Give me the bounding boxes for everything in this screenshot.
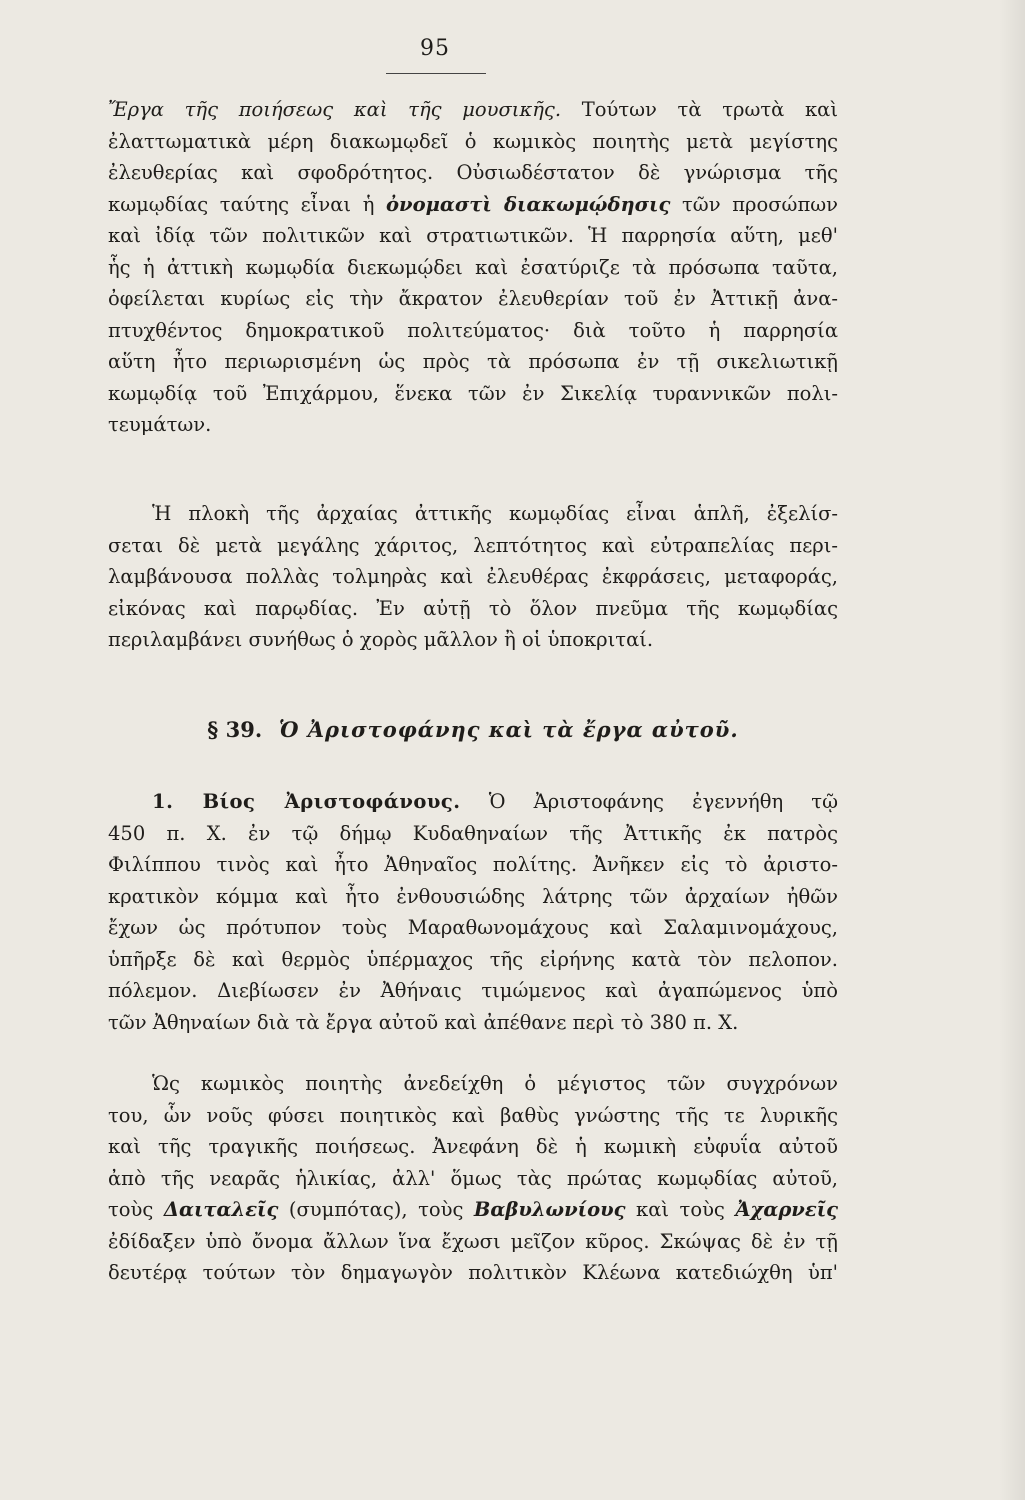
section-title: Ὁ Ἀριστοφάνης καὶ τὰ ἔργα αὐτοῦ. bbox=[278, 717, 739, 742]
text-line: πόλεμον. Διεβίωσεν ἐν Ἀθήναις τιμώμενος καὶ ἀγαπώμενος ὑπὸ bbox=[108, 979, 838, 1002]
paragraph-plot bbox=[108, 498, 838, 656]
text-line: πτυχθέντος δημοκρατικοῦ πολιτεύματος· διὰ τοῦτο ἡ παρρησία bbox=[108, 318, 838, 342]
play-title: Δαιταλεῖς bbox=[163, 1198, 279, 1221]
text-line: καὶ ἰδίᾳ τῶν πολιτικῶν καὶ στρατιωτικῶν. Ἡ παρρησία αὕτη, μεθ' bbox=[108, 224, 838, 247]
text-line: καὶ τῆς τραγικῆς ποιήσεως. Ἀνεφάνη δὲ ἡ κωμικὴ εὐφυΐα αὐτοῦ bbox=[108, 1135, 838, 1158]
text-line: 1. Βίος Ἀριστοφάνους. Ὁ Ἀριστοφάνης ἐγεννήθη τῷ bbox=[152, 790, 838, 813]
text-line: ἐλαττωματικὰ μέρη διακωμῳδεῖ ὁ κωμικὸς ποιητὴς μετὰ μεγίστης bbox=[108, 129, 838, 153]
text-line: λαμβάνουσα πολλὰς τολμηρὰς καὶ ἐλευθέρας ἐκφράσεις, μεταφοράς, bbox=[108, 565, 838, 588]
text-line: τοὺς Δαιταλεῖς (συμπότας), τοὺς Βαβυλωνίους καὶ τοὺς Ἀχαρνεῖς bbox=[108, 1198, 838, 1221]
text-line: ἐδίδαξεν ὑπὸ ὄνομα ἄλλων ἵνα ἔχωσι μεῖζον κῦρος. Σκώψας δὲ ἐν τῇ bbox=[108, 1229, 838, 1253]
text-line: εἰκόνας καὶ παρῳδίας. Ἐν αὐτῇ τὸ ὅλον πνεῦμα τῆς κωμῳδίας bbox=[108, 596, 838, 620]
text-line: κωμῳδίας ταύτης εἶναι ἡ ὀνομαστὶ διακωμῴδησις τῶν προσώπων bbox=[108, 192, 838, 216]
text-line: ἔχων ὡς πρότυπον τοὺς Μαραθωνομάχους καὶ Σαλαμινομάχους, bbox=[108, 916, 838, 939]
text-line: Ἔργα τῆς ποιήσεως καὶ τῆς μουσικῆς. Τούτων τὰ τρωτὰ καὶ bbox=[108, 98, 838, 121]
text-line: ἀπὸ τῆς νεαρᾶς ἡλικίας, ἀλλ' ὅμως τὰς πρώτας κωμῳδίας αὐτοῦ, bbox=[108, 1166, 838, 1190]
text-line: τῶν Ἀθηναίων διὰ τὰ ἔργα αὐτοῦ καὶ ἀπέθανε περὶ τὸ 380 π. Χ. bbox=[108, 1010, 739, 1034]
header-rule bbox=[386, 73, 486, 74]
text-line: ὑπῆρξε δὲ καὶ θερμὸς ὑπέρμαχος τῆς εἰρήνης κατὰ τὸν πελοπον. bbox=[108, 947, 838, 971]
text-line: Ὡς κωμικὸς ποιητὴς ἀνεδείχθη ὁ μέγιστος τῶν συγχρόνων bbox=[152, 1072, 838, 1095]
text-line: αὕτη ἦτο περιωρισμένη ὡς πρὸς τὰ πρόσωπα ἐν τῇ σικελιωτικῇ bbox=[108, 350, 838, 373]
paragraph-comic-poet bbox=[108, 1068, 838, 1289]
text-line: κωμῳδίᾳ τοῦ Ἐπιχάρμου, ἕνεκα τῶν ἐν Σικελίᾳ τυραννικῶν πολι- bbox=[108, 381, 838, 405]
text-line: ὀφείλεται κυρίως εἰς τὴν ἄκρατον ἐλευθερίαν τοῦ ἐν Ἀττικῇ ἀνα- bbox=[108, 287, 838, 310]
play-title: Ἀχαρνεῖς bbox=[735, 1198, 838, 1221]
text-line: περιλαμβάνει συνήθως ὁ χορὸς μᾶλλον ἢ οἱ ὑποκριταί. bbox=[108, 628, 654, 651]
section-number: § 39. bbox=[207, 717, 263, 742]
text-line: Ἡ πλοκὴ τῆς ἀρχαίας ἀττικῆς κωμῳδίας εἶναι ἁπλῆ, ἐξελίσ- bbox=[152, 502, 838, 525]
play-title: Βαβυλωνίους bbox=[473, 1198, 626, 1221]
subsection-heading: 1. Βίος Ἀριστοφάνους. bbox=[152, 790, 461, 813]
text-line: 450 π. Χ. ἐν τῷ δήμῳ Κυδαθηναίων τῆς Ἀττικῆς ἐκ πατρὸς bbox=[108, 821, 838, 845]
text-line: τευμάτων. bbox=[108, 413, 212, 436]
paragraph-biography bbox=[108, 786, 838, 1038]
section-heading bbox=[108, 714, 838, 746]
text-line: ἐλευθερίας καὶ σφοδρότητος. Οὐσιωδέστατον δὲ γνώρισμα τῆς bbox=[108, 161, 838, 184]
page-edge-shadow bbox=[999, 0, 1025, 1500]
text-line: κρατικὸν κόμμα καὶ ἦτο ἐνθουσιώδης λάτρης τῶν ἀρχαίων ἠθῶν bbox=[108, 884, 838, 908]
text-line: δευτέρᾳ τούτων τὸν δημαγωγὸν πολιτικὸν Κλέωνα κατεδιώχθη ὑπ' bbox=[108, 1261, 838, 1284]
text-line: ἧς ἡ ἀττικὴ κωμῳδία διεκωμῴδει καὶ ἐσατύριζε τὰ πρόσωπα ταῦτα, bbox=[108, 255, 838, 279]
page-number: 95 bbox=[420, 36, 450, 61]
text-line: του, ὧν νοῦς φύσει ποιητικὸς καὶ βαθὺς γνώστης τῆς τε λυρικῆς bbox=[108, 1103, 838, 1127]
paragraph-comedy-freedom bbox=[108, 94, 838, 441]
text-line: σεται δὲ μετὰ μεγάλης χάριτος, λεπτότητος καὶ εὐτραπελίας περι- bbox=[108, 533, 838, 557]
text-line: Φιλίππου τινὸς καὶ ἦτο Ἀθηναῖος πολίτης. Ἀνῆκεν εἰς τὸ ἀριστο- bbox=[108, 853, 838, 876]
